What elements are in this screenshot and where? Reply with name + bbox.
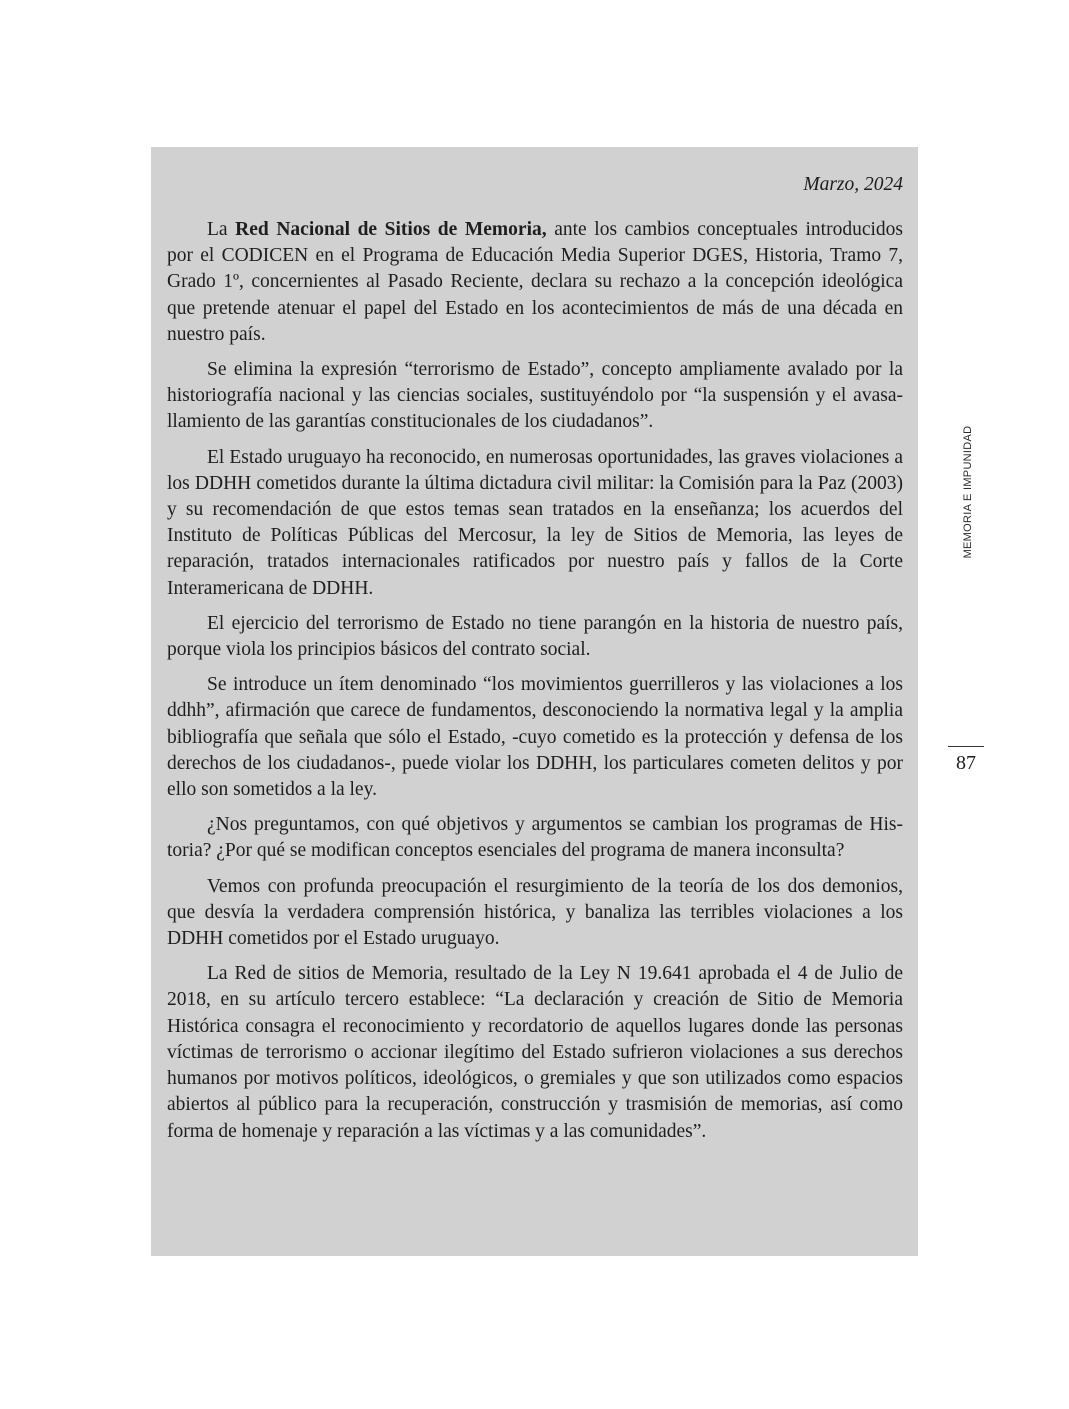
paragraph-3: El Estado uruguayo ha reconocido, en numerosas oportunidades, las graves violaciones a los DDHH cometidos durante la última dictadura civil militar: la Comisión para la Paz (2003) y su recomendación de que estos temas sean tratados en la enseñanza; los acuerdos del Instituto de Políticas Públicas del Mercosur, la ley de Sitios de Memoria, las leyes de reparación, tratados internacionales ratificados por nuestro país y fallos de la Corte Interamericana de DDHH. — [167, 446, 903, 599]
page-number-rule — [948, 746, 984, 747]
paragraph-7: Vemos con profunda preocupación el resurgimiento de la teoría de los dos demonios, que desvía la verdadera comprensión histórica, y banaliza las terribles violaciones a los DDHH cometidos por el Estado uruguayo. — [167, 875, 903, 950]
paragraph-4: El ejercicio del terrorismo de Estado no tiene parangón en la historia de nuestro país, porque viola los principios básicos del contrato social. — [167, 612, 903, 661]
section-label-text: MEMORIA E IMPUNIDAD — [962, 425, 974, 559]
paragraph-1-prefix: La — [207, 219, 236, 240]
paragraph-1 — [167, 217, 903, 348]
paragraph-1-body: ante los cambios conceptuales introducidos por el CODICEN en el Programa de Educación Media Superior DGES, Historia, Tramo 7, Grado 1º, concernientes al Pasado Reciente, declara su rechazo a la concepción ideológica que pretende atenuar el papel del Estado en los acontecimientos de más de una década en nuestro país. — [167, 219, 903, 345]
paragraph-5: Se introduce un ítem denominado “los movimientos guerrilleros y las violaciones a los ddhh”, afirmación que carece de fundamentos, desconociendo la normativa legal y la amplia bibliografía que señala que sólo el Estado, -cuyo cometido es la protección y defensa de los derechos de los ciudadanos-, puede violar los DDHH, los particulares cometen delitos y por ello son sometidos a la ley. — [167, 674, 903, 801]
text-panel — [151, 147, 918, 1256]
page-number: 87 — [956, 752, 976, 774]
organization-name: Red Nacional de Sitios de Memoria, — [235, 219, 547, 240]
paragraph-2: Se elimina la expresión “terrorismo de Estado”, concepto ampliamente avalado por la historiografía nacional y las ciencias sociales, sustituyéndolo por “la suspensión y el avasallamiento de las garantías constitucionales de los ciudadanos”. — [167, 359, 903, 433]
document-date: Marzo, 2024 — [803, 174, 903, 195]
paragraph-6: ¿Nos preguntamos, con qué objetivos y argumentos se cambian los programas de Historia? ¿Por qué se modifican conceptos esenciales del programa de manera inconsulta? — [167, 814, 903, 862]
paragraph-8: La Red de sitios de Memoria, resultado de la Ley N 19.641 aprobada el 4 de Julio de 2018, en su artículo tercero establece: “La declaración y creación de Sitio de Memoria Histórica consagra el reconocimiento y recordatorio de aquellos lugares donde las personas víctimas de terrorismo o accionar ilegítimo del Estado sufrieron violaciones a sus derechos humanos por motivos políticos, ideológicos, o gremiales y que son utilizados como espacios abiertos al público para la recuperación, construcción y trasmisión de memorias, así como forma de homenaje y reparación a las víctimas y a las comunidades”. — [167, 963, 903, 1142]
